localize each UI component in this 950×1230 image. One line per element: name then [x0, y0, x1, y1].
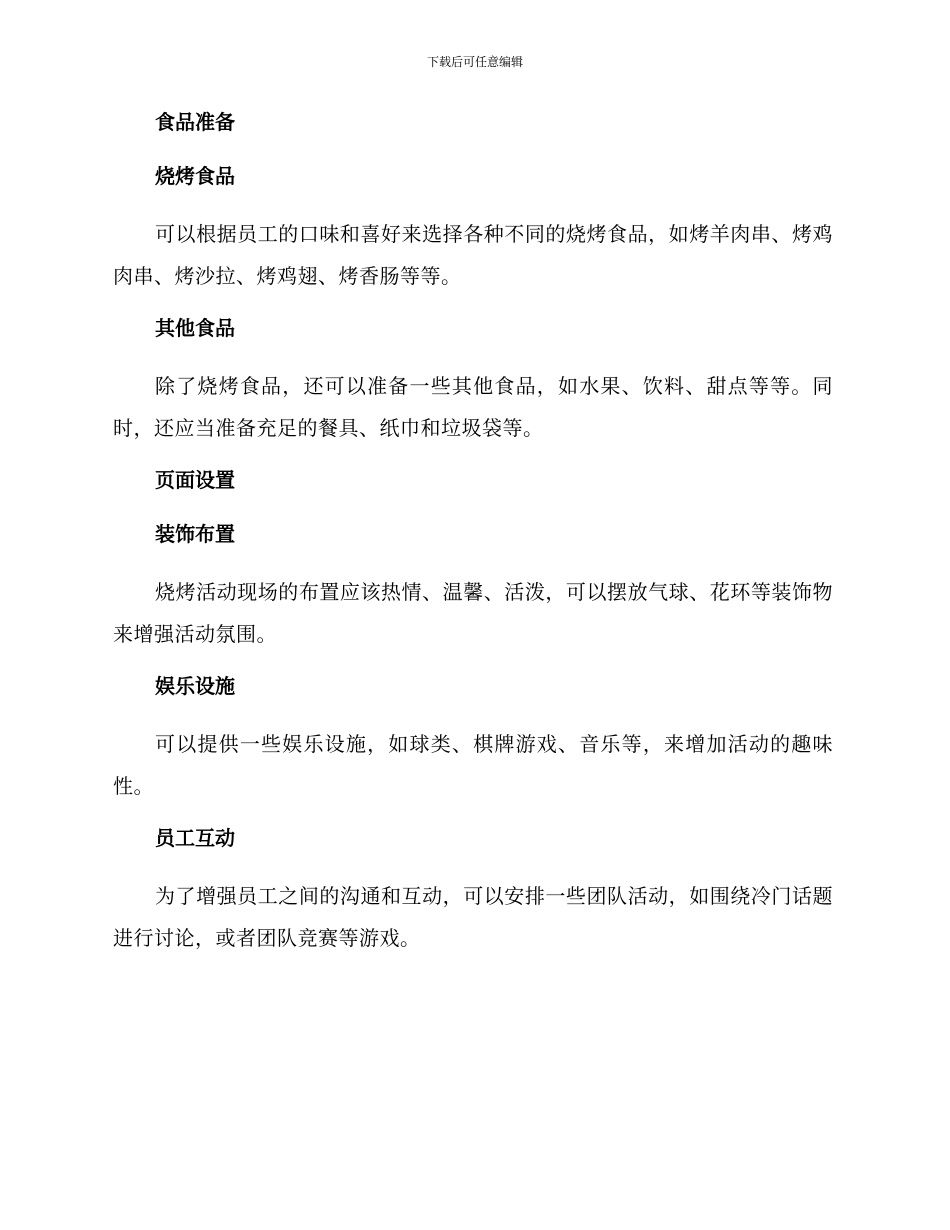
section-heading-entertainment: 娱乐设施 — [155, 674, 235, 698]
paragraph-interaction: 为了增强员工之间的沟通和互动，可以安排一些团队活动，如围绕冷门话题进行讨论，或者团队竞赛等游戏。 — [113, 884, 833, 950]
section-heading-interaction: 员工互动 — [155, 826, 235, 850]
section-heading-other-food: 其他食品 — [155, 316, 235, 340]
paragraph-bbq-food: 可以根据员工的口味和喜好来选择各种不同的烧烤食品，如烤羊肉串、烤鸡肉串、烤沙拉、烤鸡翅、烤香肠等等。 — [113, 222, 833, 288]
section-heading-decoration: 装饰布置 — [155, 522, 235, 546]
paragraph-other-food: 除了烧烤食品，还可以准备一些其他食品，如水果、饮料、甜点等等。同时，还应当准备充足的餐具、纸巾和垃圾袋等。 — [113, 374, 833, 440]
section-heading-bbq-food: 烧烤食品 — [155, 164, 235, 188]
document-body — [113, 105, 833, 973]
paragraph-entertainment: 可以提供一些娱乐设施，如球类、棋牌游戏、音乐等，来增加活动的趣味性。 — [113, 732, 833, 798]
paragraph-decoration: 烧烤活动现场的布置应该热情、温馨、活泼，可以摆放气球、花环等装饰物来增强活动氛围。 — [113, 580, 833, 646]
running-header: 下载后可任意编辑 — [426, 55, 523, 69]
section-heading-food-prep: 食品准备 — [155, 110, 235, 134]
section-heading-page-setup: 页面设置 — [155, 468, 235, 492]
